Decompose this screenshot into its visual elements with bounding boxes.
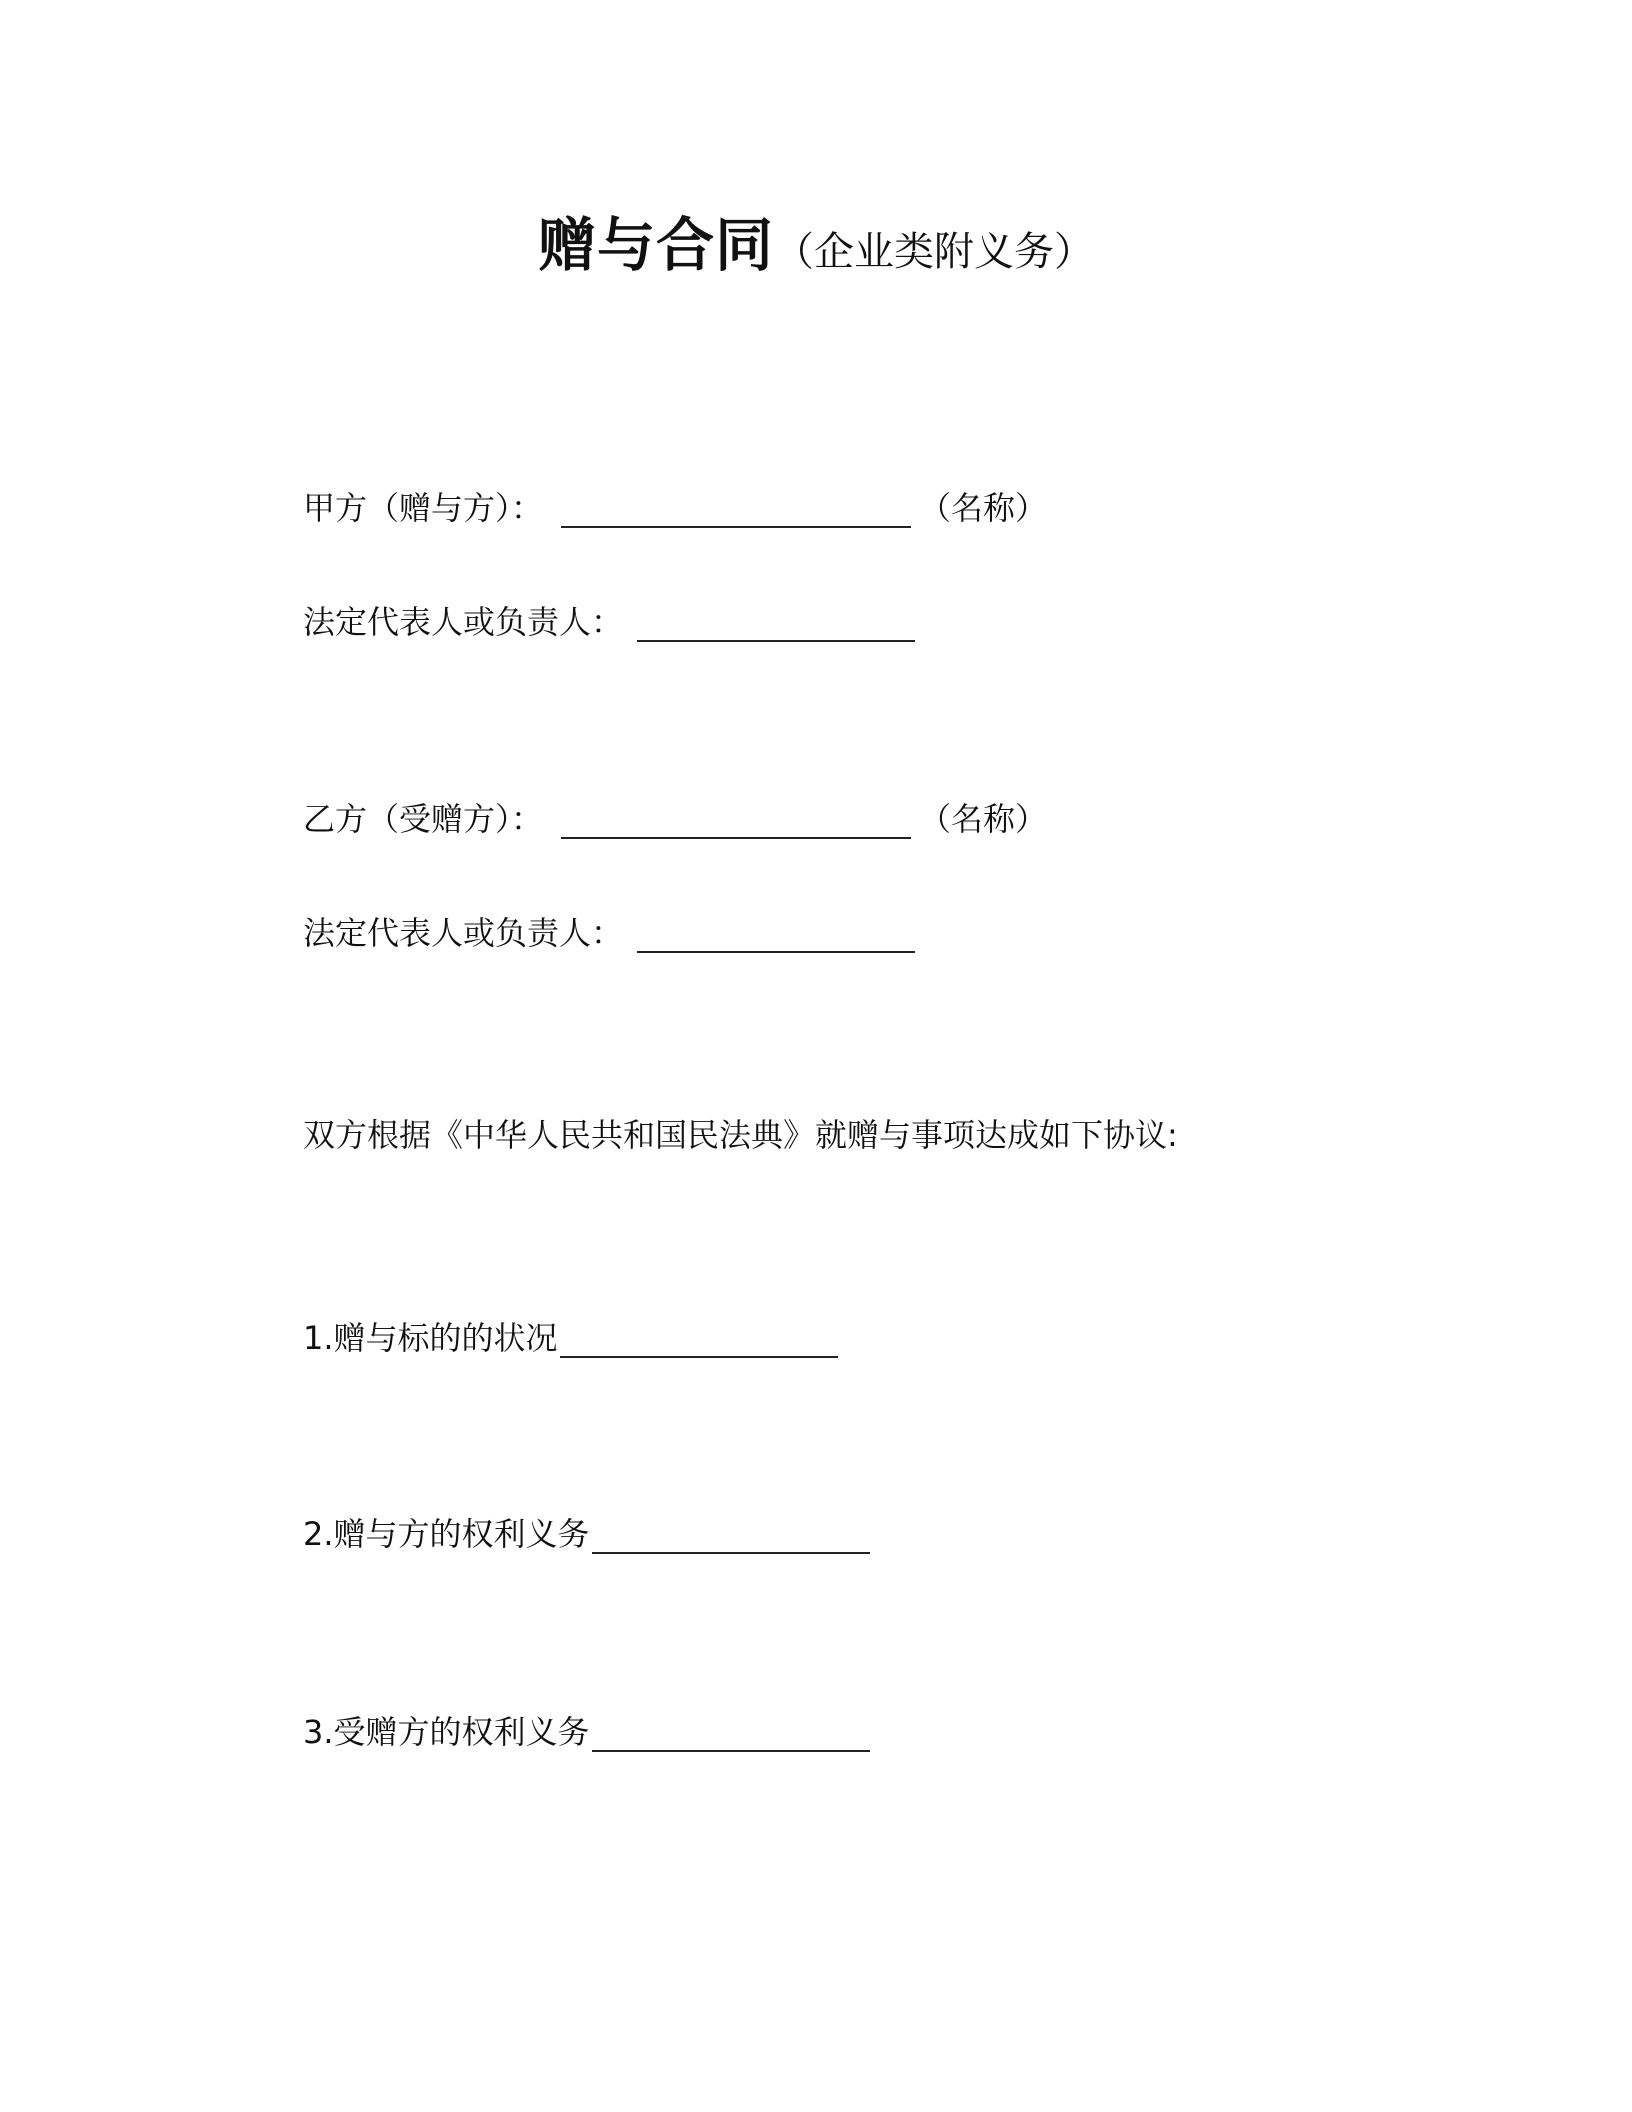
- clause-1-field[interactable]: [560, 1322, 838, 1358]
- party-b-rep-field[interactable]: [637, 917, 915, 953]
- agreement-intro: [303, 1115, 1178, 1155]
- party-b-rep-label: 法定代表人或负责人：: [303, 914, 624, 952]
- title-main: 赠与合同: [537, 211, 774, 279]
- clause-label: 3.受赠方的权利义务: [303, 1713, 590, 1751]
- party-b-name-field[interactable]: [561, 803, 911, 839]
- clause-3-field[interactable]: [592, 1716, 870, 1752]
- clause-item: [303, 1318, 838, 1358]
- party-a-name-field[interactable]: [561, 492, 911, 528]
- party-a-rep-field[interactable]: [637, 606, 915, 642]
- clause-2-field[interactable]: [592, 1518, 870, 1554]
- party-a-name-suffix: （名称）: [919, 489, 1048, 527]
- party-b-rep-line: [303, 913, 915, 953]
- party-b-name-suffix: （名称）: [919, 800, 1048, 838]
- party-b-line: [303, 799, 1047, 839]
- party-b-label: 乙方（受赠方）：: [303, 800, 544, 838]
- clause-item: [303, 1712, 870, 1752]
- intro-text: 双方根据《中华人民共和国民法典》就赠与事项达成如下协议:: [303, 1116, 1178, 1154]
- party-a-rep-label: 法定代表人或负责人：: [303, 603, 624, 641]
- party-a-line: [303, 488, 1047, 528]
- clause-item: [303, 1514, 870, 1554]
- party-a-rep-line: [303, 602, 915, 642]
- document-title: [0, 198, 1632, 282]
- party-a-label: 甲方（赠与方）：: [303, 489, 544, 527]
- clause-label: 1.赠与标的的状况: [303, 1319, 558, 1357]
- clause-label: 2.赠与方的权利义务: [303, 1515, 590, 1553]
- title-subtitle: （企业类附义务）: [774, 229, 1094, 275]
